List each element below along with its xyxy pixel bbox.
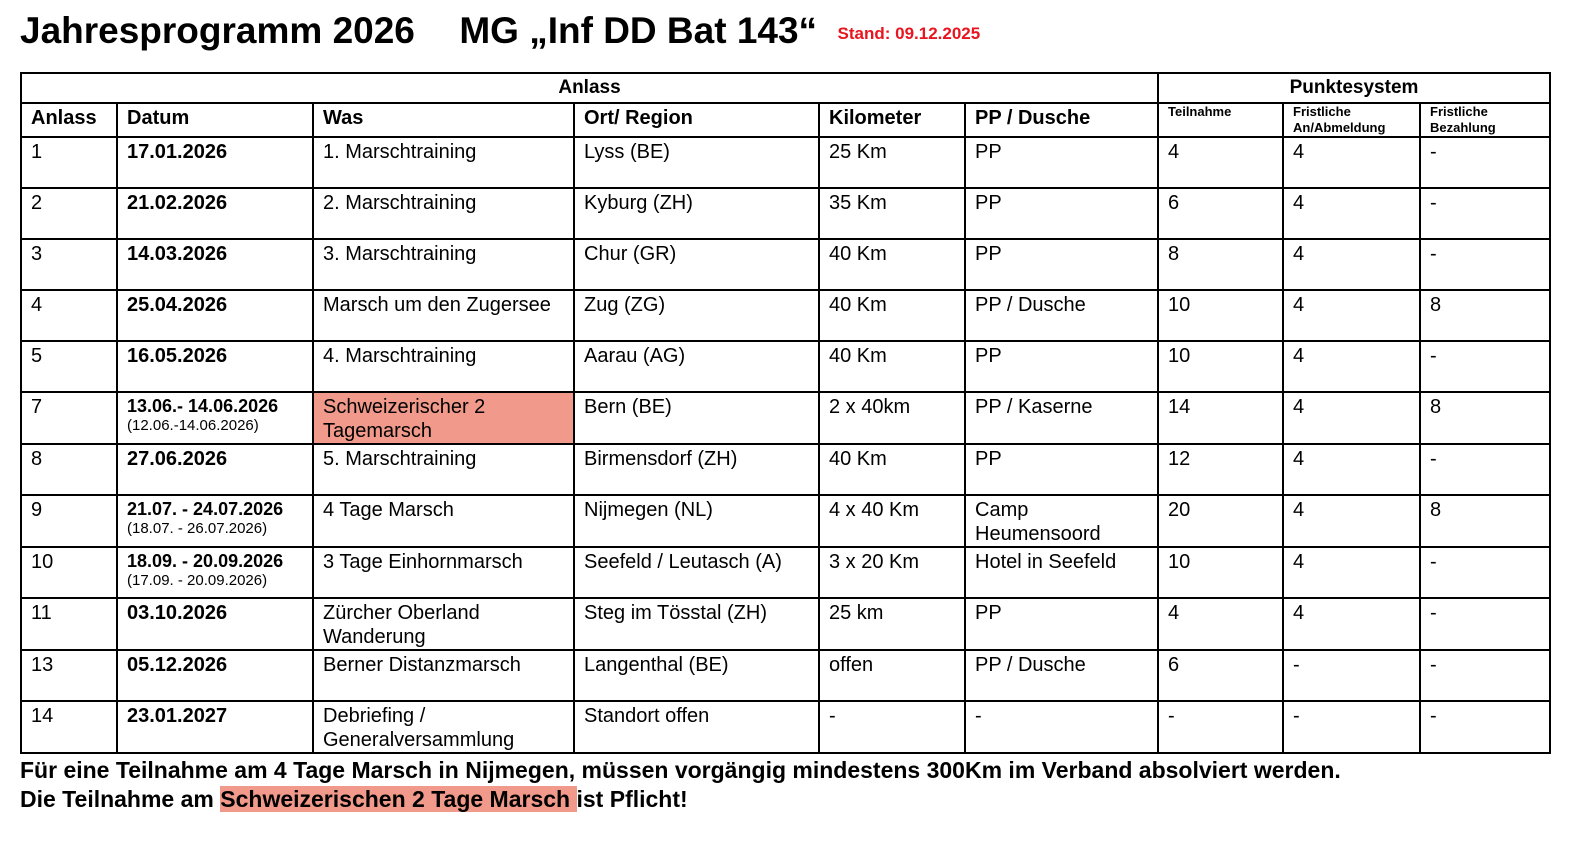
footer-line-2-post: ist Pflicht! [576, 786, 688, 812]
cell-bezahlung: - [1420, 341, 1550, 392]
col-header-anmeldung: Fristliche An/Abmeldung [1283, 103, 1420, 137]
cell-bezahlung: 8 [1420, 290, 1550, 341]
cell-km: offen [819, 650, 965, 701]
group-header-punktesystem: Punktesystem [1158, 73, 1550, 103]
cell-pp: Hotel in Seefeld [965, 547, 1158, 598]
footer-line-1: Für eine Teilnahme am 4 Tage Marsch in Nijmegen, müssen vorgängig mindestens 300Km im Verband absolviert werden. [20, 757, 1341, 783]
cell-bezahlung: - [1420, 598, 1550, 650]
cell-teilnahme: 4 [1158, 598, 1283, 650]
cell-ort: Aarau (AG) [574, 341, 819, 392]
cell-anmeldung: 4 [1283, 598, 1420, 650]
cell-km: 3 x 20 Km [819, 547, 965, 598]
cell-teilnahme: 4 [1158, 137, 1283, 188]
table-row [21, 341, 1550, 392]
table-row [21, 495, 1550, 547]
cell-nr: 9 [21, 495, 117, 547]
cell-datum [117, 341, 313, 392]
cell-datum [117, 547, 313, 598]
program-table [20, 72, 1551, 754]
date-main: 21.02.2026 [127, 192, 228, 214]
table-row [21, 547, 1550, 598]
cell-km: - [819, 701, 965, 753]
cell-anmeldung: - [1283, 650, 1420, 701]
table-row [21, 290, 1550, 341]
cell-pp: PP / Dusche [965, 650, 1158, 701]
table-row [21, 392, 1550, 444]
cell-was: 4 Tage Marsch [313, 495, 574, 547]
cell-datum [117, 701, 313, 753]
cell-teilnahme: 6 [1158, 188, 1283, 239]
cell-was: Zürcher Oberland Wanderung [313, 598, 574, 650]
cell-nr: 11 [21, 598, 117, 650]
table-row [21, 701, 1550, 753]
cell-bezahlung: 8 [1420, 392, 1550, 444]
cell-bezahlung: - [1420, 547, 1550, 598]
date-main: 05.12.2026 [127, 654, 228, 676]
cell-teilnahme: 10 [1158, 290, 1283, 341]
cell-teilnahme: 6 [1158, 650, 1283, 701]
date-main: 16.05.2026 [127, 345, 228, 367]
table-row [21, 188, 1550, 239]
cell-datum [117, 392, 313, 444]
col-header-pp-dusche: PP / Dusche [965, 103, 1158, 137]
cell-km: 2 x 40km [819, 392, 965, 444]
cell-pp: PP [965, 239, 1158, 290]
cell-was: 2. Marschtraining [313, 188, 574, 239]
col-header-bezahlung: Fristliche Bezahlung [1420, 103, 1550, 137]
cell-nr: 2 [21, 188, 117, 239]
cell-pp: PP [965, 444, 1158, 495]
cell-km: 25 km [819, 598, 965, 650]
cell-bezahlung: 8 [1420, 495, 1550, 547]
date-sub: (17.09. - 20.09.2026) [127, 572, 268, 589]
col-header-kilometer: Kilometer [819, 103, 965, 137]
cell-was: Marsch um den Zugersee [313, 290, 574, 341]
cell-km: 4 x 40 Km [819, 495, 965, 547]
cell-teilnahme: 8 [1158, 239, 1283, 290]
footer-line-2-highlight: Schweizerischen 2 Tage Marsch [220, 786, 577, 812]
cell-pp: PP / Kaserne [965, 392, 1158, 444]
cell-km: 25 Km [819, 137, 965, 188]
cell-datum [117, 137, 313, 188]
group-header-anlass: Anlass [21, 73, 1158, 103]
cell-bezahlung: - [1420, 137, 1550, 188]
table-row [21, 137, 1550, 188]
date-main: 18.09. - 20.09.2026 [127, 551, 284, 571]
cell-ort: Chur (GR) [574, 239, 819, 290]
cell-bezahlung: - [1420, 444, 1550, 495]
cell-was: 4. Marschtraining [313, 341, 574, 392]
col-header-datum: Datum [117, 103, 313, 137]
cell-datum [117, 495, 313, 547]
cell-was: Debriefing / Generalversammlung [313, 701, 574, 753]
cell-datum [117, 650, 313, 701]
cell-km: 40 Km [819, 290, 965, 341]
cell-was: Schweizerischer 2 Tagemarsch [313, 392, 574, 444]
cell-was: 1. Marschtraining [313, 137, 574, 188]
cell-ort: Standort offen [574, 701, 819, 753]
cell-anmeldung: 4 [1283, 444, 1420, 495]
cell-ort: Langenthal (BE) [574, 650, 819, 701]
cell-anmeldung: 4 [1283, 188, 1420, 239]
cell-pp: PP [965, 188, 1158, 239]
cell-anmeldung: 4 [1283, 239, 1420, 290]
cell-nr: 10 [21, 547, 117, 598]
cell-ort: Zug (ZG) [574, 290, 819, 341]
cell-nr: 14 [21, 701, 117, 753]
date-main: 27.06.2026 [127, 448, 228, 470]
cell-anmeldung: 4 [1283, 392, 1420, 444]
cell-datum [117, 598, 313, 650]
cell-pp: - [965, 701, 1158, 753]
date-main: 14.03.2026 [127, 243, 228, 265]
cell-pp: PP / Dusche [965, 290, 1158, 341]
col-header-anlass: Anlass [21, 103, 117, 137]
cell-nr: 8 [21, 444, 117, 495]
cell-anmeldung: - [1283, 701, 1420, 753]
date-main: 25.04.2026 [127, 294, 228, 316]
date-main: 23.01.2027 [127, 705, 228, 727]
col-header-was: Was [313, 103, 574, 137]
cell-teilnahme: 14 [1158, 392, 1283, 444]
cell-anmeldung: 4 [1283, 495, 1420, 547]
cell-teilnahme: - [1158, 701, 1283, 753]
date-main: 03.10.2026 [127, 602, 228, 624]
cell-bezahlung: - [1420, 650, 1550, 701]
col-header-teilnahme: Teilnahme [1158, 103, 1283, 137]
cell-pp: PP [965, 137, 1158, 188]
cell-ort: Birmensdorf (ZH) [574, 444, 819, 495]
cell-km: 35 Km [819, 188, 965, 239]
cell-nr: 7 [21, 392, 117, 444]
cell-ort: Kyburg (ZH) [574, 188, 819, 239]
cell-ort: Bern (BE) [574, 392, 819, 444]
cell-nr: 13 [21, 650, 117, 701]
cell-anmeldung: 4 [1283, 547, 1420, 598]
table-row [21, 598, 1550, 650]
cell-ort: Lyss (BE) [574, 137, 819, 188]
cell-teilnahme: 10 [1158, 341, 1283, 392]
cell-datum [117, 290, 313, 341]
cell-teilnahme: 10 [1158, 547, 1283, 598]
cell-anmeldung: 4 [1283, 137, 1420, 188]
title-group: MG „Inf DD Bat 143“ [459, 10, 818, 51]
cell-ort: Nijmegen (NL) [574, 495, 819, 547]
title-main: Jahresprogramm 2026 [20, 10, 415, 51]
footer-line-2-pre: Die Teilnahme am [20, 786, 221, 812]
cell-km: 40 Km [819, 444, 965, 495]
date-sub: (18.07. - 26.07.2026) [127, 520, 268, 537]
cell-anmeldung: 4 [1283, 290, 1420, 341]
cell-pp: PP [965, 598, 1158, 650]
table-row [21, 444, 1550, 495]
date-sub: (12.06.-14.06.2026) [127, 417, 259, 434]
cell-nr: 1 [21, 137, 117, 188]
cell-datum [117, 444, 313, 495]
cell-bezahlung: - [1420, 701, 1550, 753]
date-main: 13.06.- 14.06.2026 [127, 396, 279, 416]
cell-ort: Steg im Tösstal (ZH) [574, 598, 819, 650]
stand-date: Stand: 09.12.2025 [837, 24, 981, 43]
date-main: 17.01.2026 [127, 141, 228, 163]
cell-pp: PP [965, 341, 1158, 392]
document-title [20, 10, 980, 52]
col-header-ort: Ort/ Region [574, 103, 819, 137]
date-main: 21.07. - 24.07.2026 [127, 499, 284, 519]
cell-pp: Camp Heumensoord [965, 495, 1158, 547]
cell-ort: Seefeld / Leutasch (A) [574, 547, 819, 598]
cell-km: 40 Km [819, 239, 965, 290]
footer-notes [20, 756, 1341, 814]
cell-anmeldung: 4 [1283, 341, 1420, 392]
cell-was: 3. Marschtraining [313, 239, 574, 290]
cell-was: 3 Tage Einhornmarsch [313, 547, 574, 598]
cell-nr: 4 [21, 290, 117, 341]
cell-was: Berner Distanzmarsch [313, 650, 574, 701]
cell-nr: 3 [21, 239, 117, 290]
cell-teilnahme: 20 [1158, 495, 1283, 547]
cell-teilnahme: 12 [1158, 444, 1283, 495]
cell-datum [117, 239, 313, 290]
table-row [21, 239, 1550, 290]
cell-km: 40 Km [819, 341, 965, 392]
footer-line-2 [20, 785, 1341, 814]
cell-bezahlung: - [1420, 239, 1550, 290]
cell-was: 5. Marschtraining [313, 444, 574, 495]
table-row [21, 650, 1550, 701]
cell-datum [117, 188, 313, 239]
cell-nr: 5 [21, 341, 117, 392]
cell-bezahlung: - [1420, 188, 1550, 239]
